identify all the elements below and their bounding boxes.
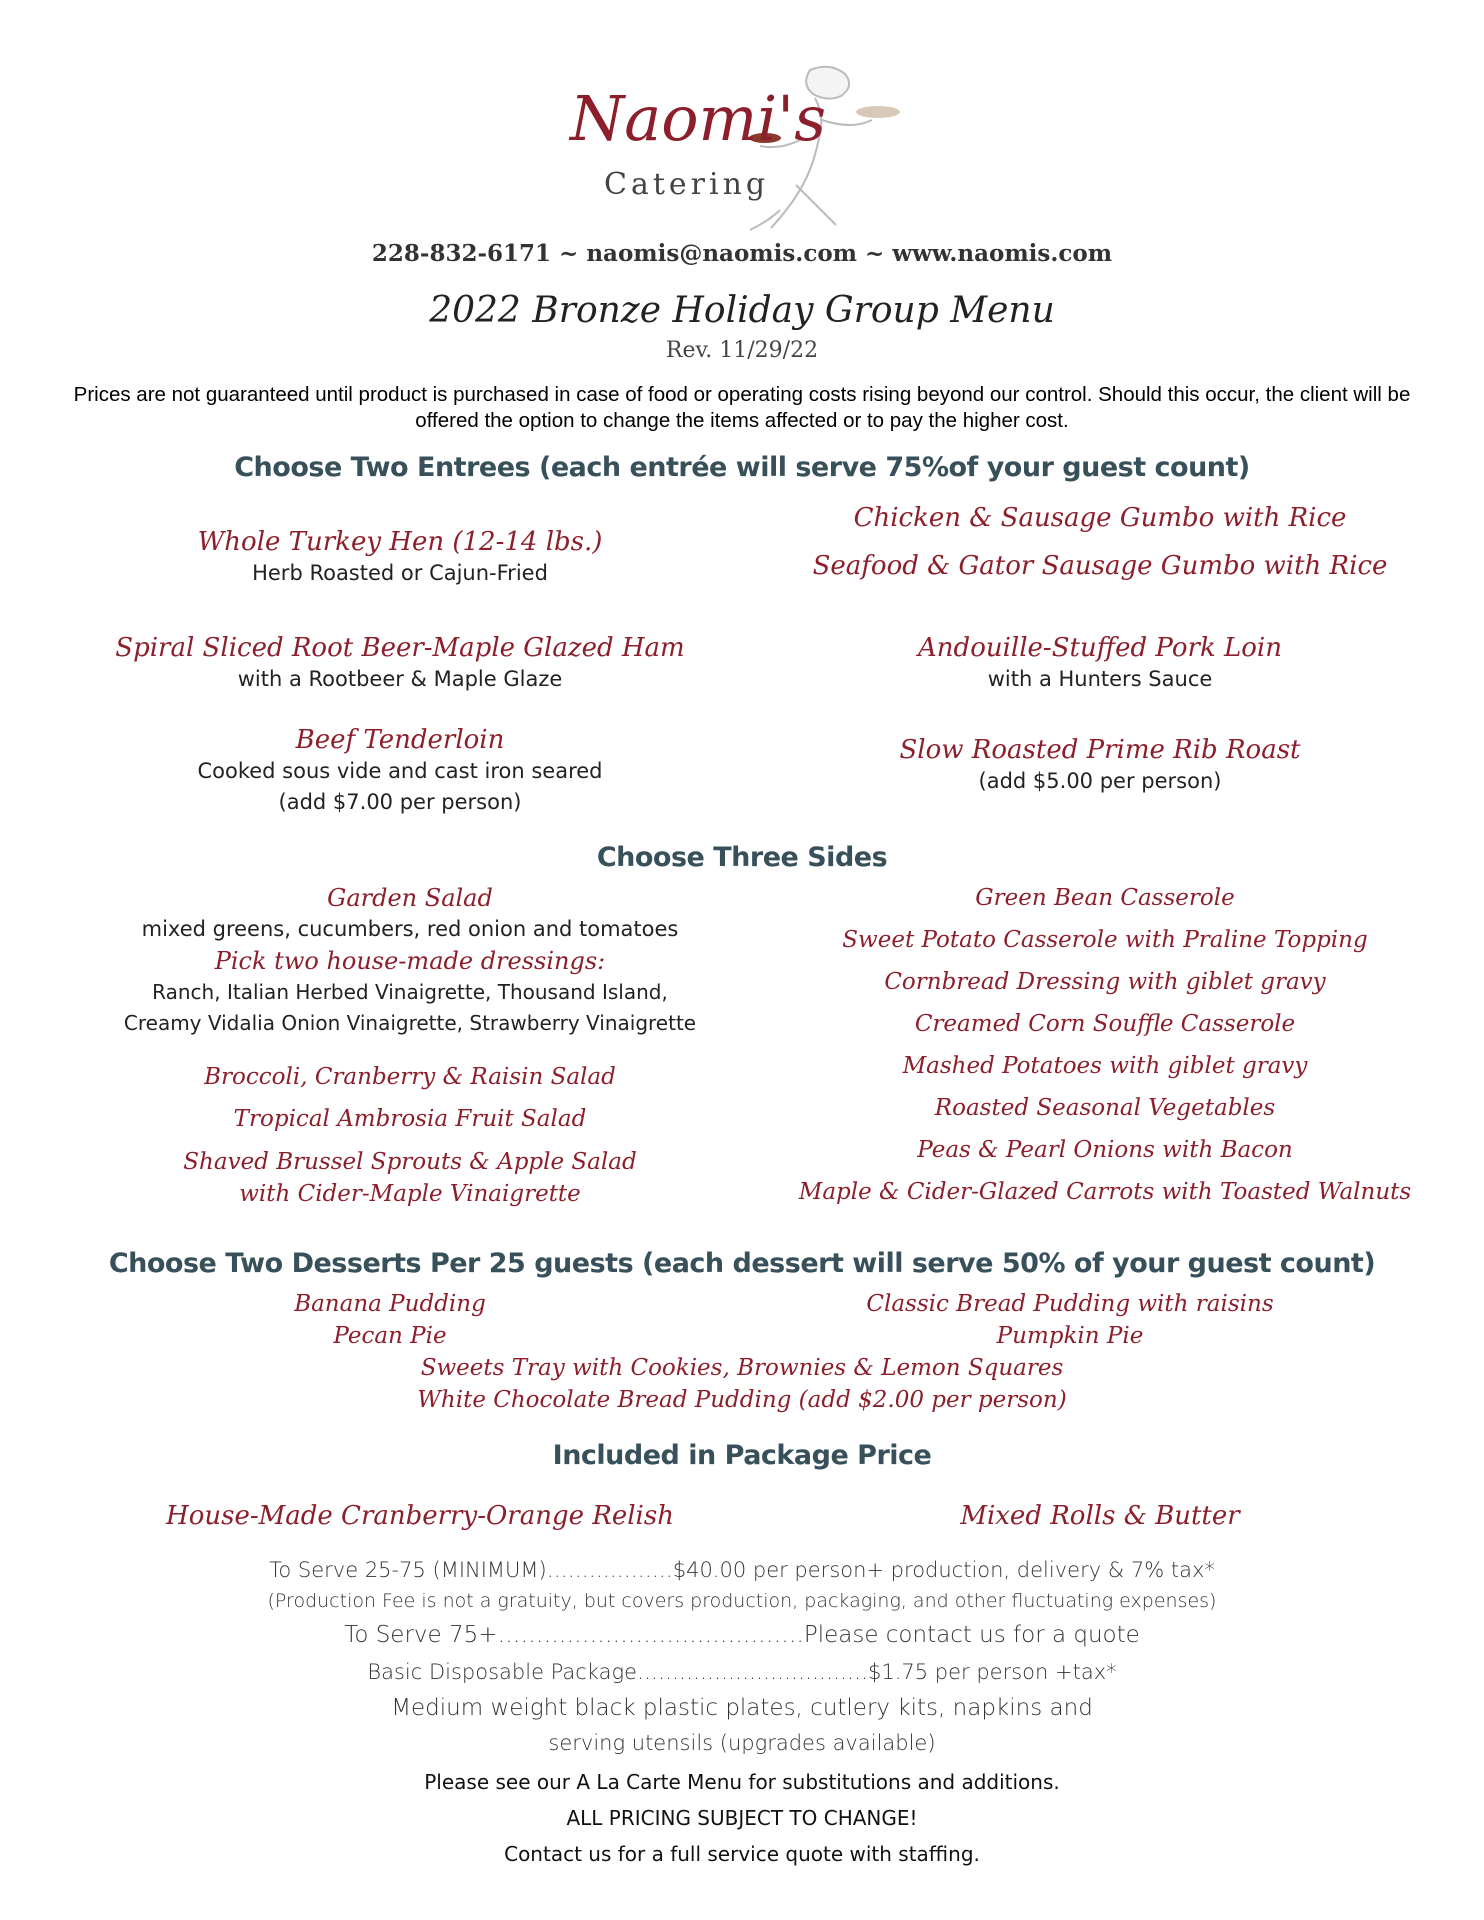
side-name: Garden Salad — [327, 884, 493, 912]
entree-name: Spiral Sliced Root Beer-Maple Glazed Ham — [115, 633, 685, 663]
pricing-block — [0, 1555, 1484, 1759]
entree-name: Whole Turkey Hen (12-14 lbs.) — [197, 527, 603, 557]
dessert-item: Sweets Tray with Cookies, Brownies & Lemon Squares — [420, 1355, 1064, 1381]
note-line: Contact us for a full service quote with staffing. — [504, 1842, 980, 1866]
entree-pork-loin — [780, 632, 1420, 695]
revision-date: Rev. 11/29/22 — [665, 338, 819, 363]
dressing-options: Ranch, Italian Herbed Vinaigrette, Thousand Island, — [152, 980, 668, 1004]
price-disclaimer: Prices are not guaranteed until product is purchased in case of food or operating costs rising beyond our control. Should this occur, the client will be offered the option to change the items affected or to pay the higher cost. — [73, 383, 1411, 432]
entree-prime-rib — [780, 734, 1420, 797]
included-relish: House-Made Cranberry-Orange Relish — [166, 1501, 674, 1531]
pricing-line: Basic Disposable Package……………………………$1.75 per person +tax* — [367, 1660, 1117, 1684]
note-line: Please see our A La Carte Menu for substitutions and additions. — [424, 1770, 1060, 1794]
sides-heading: Choose Three Sides — [596, 842, 888, 873]
entree-price-note: (add $7.00 per person) — [278, 790, 522, 814]
sides-left-list — [100, 1056, 720, 1210]
entree-desc: with a Hunters Sauce — [987, 667, 1213, 691]
pricing-line: Medium weight black plastic plates, cutlery kits, napkins and — [391, 1695, 1093, 1721]
side-item: Creamed Corn Souffle Casserole — [914, 1011, 1296, 1037]
entree-name: Slow Roasted Prime Rib Roast — [899, 735, 1301, 765]
side-item: Tropical Ambrosia Fruit Salad — [233, 1106, 587, 1132]
side-item: with Cider-Maple Vinaigrette — [239, 1181, 581, 1207]
contact-info: 228-832-6171 ~ naomis@naomis.com ~ www.naomis.com — [371, 240, 1113, 267]
desserts-center-list — [300, 1352, 1184, 1416]
entrees-heading: Choose Two Entrees (each entrée will serve 75%of your guest count) — [234, 452, 1250, 483]
entree-seafood-gumbo — [780, 550, 1420, 582]
entree-chicken-gumbo — [780, 502, 1420, 534]
side-item: Shaved Brussel Sprouts & Apple Salad — [183, 1149, 637, 1175]
entree-turkey — [80, 526, 720, 589]
entree-name: Beef Tenderloin — [295, 725, 505, 755]
desserts-right-list — [830, 1288, 1310, 1352]
dessert-item: Banana Pudding — [294, 1291, 486, 1317]
sides-right-list — [780, 877, 1430, 1213]
svg-text:Catering: Catering — [604, 167, 770, 202]
desserts-left-list — [240, 1288, 540, 1352]
dessert-item: Pecan Pie — [333, 1323, 447, 1349]
pricing-line: To Serve 25-75 (MINIMUM)………………$40.00 per person+ production, delivery & 7% tax* — [269, 1558, 1215, 1582]
side-garden-salad — [100, 882, 720, 1039]
side-item: Maple & Cider-Glazed Carrots with Toasted Walnuts — [798, 1179, 1412, 1205]
dessert-item: Classic Bread Pudding with raisins — [866, 1291, 1274, 1317]
pricing-line: To Serve 75+………………………………….Please contact us for a quote — [344, 1622, 1140, 1648]
entree-price-note: (add $5.00 per person) — [978, 769, 1222, 793]
dessert-item: White Chocolate Bread Pudding (add $2.00 per person) — [417, 1387, 1067, 1413]
entree-name: Seafood & Gator Sausage Gumbo with Rice — [812, 551, 1388, 581]
dressing-options: Creamy Vidalia Onion Vinaigrette, Strawberry Vinaigrette — [123, 1011, 697, 1035]
entree-name: Andouille-Stuffed Pork Loin — [918, 633, 1282, 663]
page-title: 2022 Bronze Holiday Group Menu — [429, 290, 1055, 331]
dessert-item: Pumpkin Pie — [996, 1323, 1144, 1349]
side-item: Cornbread Dressing with giblet gravy — [884, 969, 1326, 995]
side-item: Sweet Potato Casserole with Praline Topping — [842, 927, 1368, 953]
entree-ham — [80, 632, 720, 695]
chef-logo-icon — [560, 60, 940, 240]
side-item: Broccoli, Cranberry & Raisin Salad — [204, 1064, 616, 1090]
note-line: ALL PRICING SUBJECT TO CHANGE! — [566, 1806, 918, 1830]
dressing-label: Pick two house-made dressings: — [214, 947, 606, 975]
pricing-line: serving utensils (upgrades available) — [548, 1731, 936, 1755]
side-item: Roasted Seasonal Vegetables — [934, 1095, 1276, 1121]
footer-notes — [0, 1764, 1484, 1872]
included-rolls: Mixed Rolls & Butter — [960, 1501, 1240, 1531]
side-item: Green Bean Casserole — [975, 885, 1235, 911]
pricing-line: (Production Fee is not a gratuity, but covers production, packaging, and other fluctuating expenses) — [267, 1590, 1217, 1612]
entree-desc: with a Rootbeer & Maple Glaze — [237, 667, 563, 691]
entree-name: Chicken & Sausage Gumbo with Rice — [853, 503, 1347, 533]
entree-tenderloin — [80, 724, 720, 818]
side-item: Mashed Potatoes with giblet gravy — [902, 1053, 1308, 1079]
entree-desc: Herb Roasted or Cajun-Fried — [252, 561, 548, 585]
company-logo — [560, 60, 940, 240]
entree-desc: Cooked sous vide and cast iron seared — [197, 759, 603, 783]
side-item: Peas & Pearl Onions with Bacon — [917, 1137, 1293, 1163]
side-desc: mixed greens, cucumbers, red onion and tomatoes — [141, 917, 679, 941]
desserts-heading: Choose Two Desserts Per 25 guests (each dessert will serve 50% of your guest count) — [108, 1248, 1376, 1279]
included-heading: Included in Package Price — [552, 1440, 932, 1471]
svg-text:Naomi's: Naomi's — [570, 82, 827, 155]
